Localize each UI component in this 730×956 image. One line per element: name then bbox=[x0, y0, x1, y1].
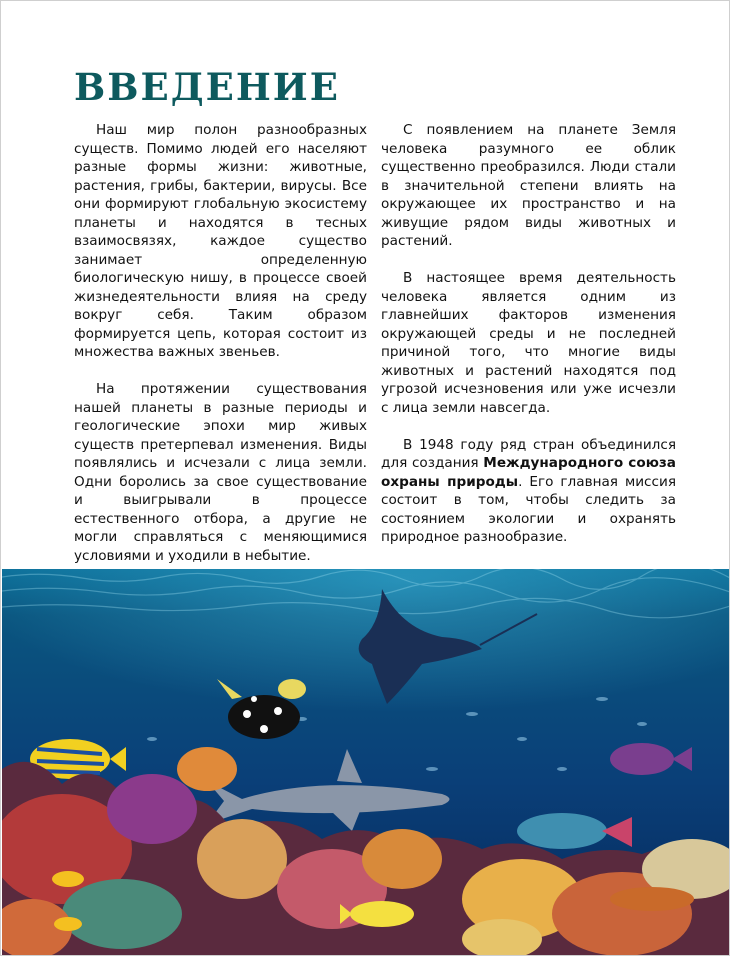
paragraph-intro: Наш мир полон разнообразных существ. Помимо людей его населяют разные формы жизни: животные, растения, грибы, бактерии, вирусы. Все они формируют глобальную экосистему планеты и находятся в тесных взаимосвязях, каждое существо занимает определенную биологическую нишу, в процессе своей жизнедеятельности влияя на среду вокруг себя. Таким образом формируется цепь, которая состоит из множества важных звеньев. bbox=[74, 122, 367, 360]
left-text-column bbox=[74, 121, 367, 584]
iucn-text-after: . Его главная миссия состоит в том, чтобы следить за состоянием экологии и охранять природное разнообразие. bbox=[381, 473, 676, 545]
paragraph-iucn bbox=[381, 436, 676, 547]
iucn-text-before: В 1948 году ряд стран объединился для создания bbox=[381, 436, 676, 471]
right-text-column bbox=[381, 121, 676, 565]
paragraph-extinction: В настоящее время деятельность человека является одним из главнейших факторов изменения окружающей среды и не последней причиной того, что многие виды животных и растений находятся под угрозой исчезновения или уже исчезли с лица земли навсегда. bbox=[381, 270, 676, 416]
paragraph-evolution: На протяжении существования нашей планеты в разные периоды и геологические эпохи мир живых существ претерпевал изменения. Виды появлялись и исчезали с лица земли. Одни боролись за свое существование и выигрывали в процессе естественного отбора, а другие не могли справляться с меняющимися условиями и уходили в небытие. bbox=[74, 381, 367, 564]
coral-reef-illustration bbox=[2, 569, 730, 956]
paragraph-human-impact: С появлением на планете Земля человека разумного ее облик существенно преобразился. Люди стали в значительной степени влиять на окружающее их пространство и на живущие рядом виды животных и растений. bbox=[381, 122, 676, 249]
page-title: ВВЕДЕНИЕ bbox=[74, 65, 340, 109]
iucn-name: Международного союза охраны природы bbox=[381, 455, 676, 490]
